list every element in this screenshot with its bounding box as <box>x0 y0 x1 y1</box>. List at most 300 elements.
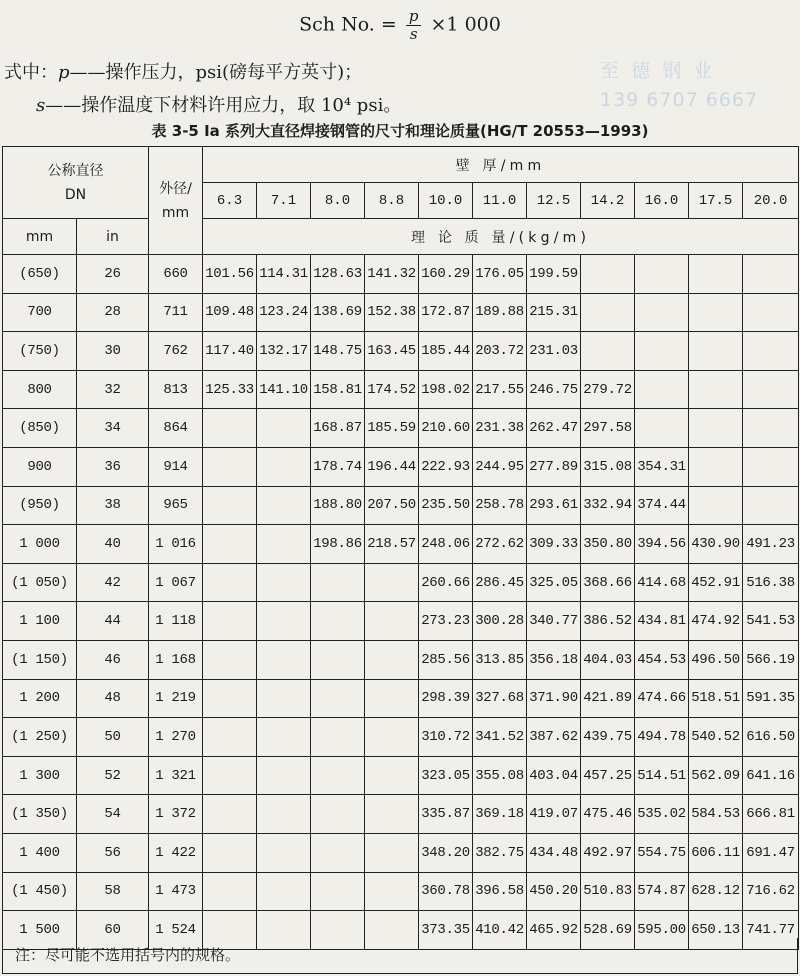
table-row <box>3 370 799 409</box>
table-row <box>3 795 799 834</box>
mass-cell: 574.87 <box>635 872 689 911</box>
thickness-header-cell: 6.3 <box>203 183 257 219</box>
mass-cell: 510.83 <box>581 872 635 911</box>
mass-cell: 410.42 <box>473 911 527 950</box>
mass-cell: 218.57 <box>365 525 419 564</box>
dn-in-cell: 32 <box>77 370 149 409</box>
thickness-header-cell: 10.0 <box>419 183 473 219</box>
mass-cell: 540.52 <box>689 718 743 757</box>
dn-in-cell: 44 <box>77 602 149 641</box>
outside-diameter-cell: 1 422 <box>149 833 203 872</box>
thickness-header-cell: 8.0 <box>311 183 365 219</box>
mass-cell: 210.60 <box>419 409 473 448</box>
outside-diameter-cell: 1 168 <box>149 640 203 679</box>
mass-cell: 452.91 <box>689 563 743 602</box>
mass-cell: 222.93 <box>419 447 473 486</box>
dn-in-cell: 56 <box>77 833 149 872</box>
mass-cell <box>203 486 257 525</box>
mass-cell: 419.07 <box>527 795 581 834</box>
mass-cell: 566.19 <box>743 640 799 679</box>
outside-diameter-cell: 1 372 <box>149 795 203 834</box>
mass-cell: 176.05 <box>473 255 527 294</box>
sch-number-formula <box>0 8 800 43</box>
dn-in-cell: 50 <box>77 718 149 757</box>
table-row <box>3 872 799 911</box>
mass-cell <box>203 640 257 679</box>
mass-cell <box>203 718 257 757</box>
mass-cell <box>257 602 311 641</box>
mass-cell: 450.20 <box>527 872 581 911</box>
dn-in-cell: 42 <box>77 563 149 602</box>
p-symbol: p <box>58 62 70 83</box>
mass-cell: 474.66 <box>635 679 689 718</box>
mass-cell: 541.53 <box>743 602 799 641</box>
mass-cell: 172.87 <box>419 293 473 332</box>
dn-in-cell: 52 <box>77 756 149 795</box>
mass-cell <box>311 872 365 911</box>
mass-cell <box>257 718 311 757</box>
dn-in-cell: 36 <box>77 447 149 486</box>
mass-cell: 434.81 <box>635 602 689 641</box>
mass-cell <box>365 679 419 718</box>
pipe-size-table <box>2 146 799 950</box>
mass-cell <box>365 756 419 795</box>
mass-cell: 207.50 <box>365 486 419 525</box>
mass-cell: 394.56 <box>635 525 689 564</box>
mass-cell: 491.23 <box>743 525 799 564</box>
mass-cell <box>311 795 365 834</box>
mass-cell: 606.11 <box>689 833 743 872</box>
mass-cell: 439.75 <box>581 718 635 757</box>
dn-mm-cell: (650) <box>3 255 77 294</box>
outside-diameter-cell: 1 524 <box>149 911 203 950</box>
dn-mm-cell: 1 000 <box>3 525 77 564</box>
thickness-header-cell: 11.0 <box>473 183 527 219</box>
mass-cell: 421.89 <box>581 679 635 718</box>
dn-in-cell: 60 <box>77 911 149 950</box>
mass-cell: 248.06 <box>419 525 473 564</box>
dn-mm-cell: 700 <box>3 293 77 332</box>
mass-cell <box>311 756 365 795</box>
table-row <box>3 409 799 448</box>
table-row <box>3 756 799 795</box>
table-body <box>3 255 799 950</box>
mass-cell: 403.04 <box>527 756 581 795</box>
mass-cell: 109.48 <box>203 293 257 332</box>
mass-cell: 285.56 <box>419 640 473 679</box>
outside-diameter-header: 外径/ mm <box>149 147 203 255</box>
outside-diameter-cell: 1 016 <box>149 525 203 564</box>
outside-diameter-cell: 1 270 <box>149 718 203 757</box>
mass-cell: 244.95 <box>473 447 527 486</box>
mass-cell: 168.87 <box>311 409 365 448</box>
table-note: 注：尽可能不选用括号内的规格。 <box>2 938 798 974</box>
mass-cell: 199.59 <box>527 255 581 294</box>
table-row <box>3 486 799 525</box>
mass-cell: 496.50 <box>689 640 743 679</box>
mass-cell: 189.88 <box>473 293 527 332</box>
mass-cell <box>635 409 689 448</box>
mass-cell: 666.81 <box>743 795 799 834</box>
outside-diameter-cell: 660 <box>149 255 203 294</box>
watermark-company: 至 德 钢 业 <box>600 60 716 82</box>
mass-cell <box>257 640 311 679</box>
mass-cell: 492.97 <box>581 833 635 872</box>
outside-diameter-cell: 914 <box>149 447 203 486</box>
mass-cell: 125.33 <box>203 370 257 409</box>
thickness-header-cell: 16.0 <box>635 183 689 219</box>
mass-cell: 591.35 <box>743 679 799 718</box>
outside-diameter-cell: 762 <box>149 332 203 371</box>
table-caption: 表 3-5 Ia 系列大直径焊接钢管的尺寸和理论质量(HG/T 20553—1993) <box>151 122 649 140</box>
mass-cell: 160.29 <box>419 255 473 294</box>
mass-cell: 475.46 <box>581 795 635 834</box>
formula-rhs: ×1 000 <box>430 13 501 36</box>
mass-cell: 396.58 <box>473 872 527 911</box>
mass-cell: 454.53 <box>635 640 689 679</box>
dn-mm-cell: (1 350) <box>3 795 77 834</box>
mass-cell: 562.09 <box>689 756 743 795</box>
mass-cell: 152.38 <box>365 293 419 332</box>
mass-cell: 178.74 <box>311 447 365 486</box>
s-definition: ——操作温度下材料许用应力，取 10⁴ psi。 <box>45 95 402 116</box>
mass-cell: 185.44 <box>419 332 473 371</box>
dn-in-cell: 54 <box>77 795 149 834</box>
nominal-diameter-header: 公称直径 DN <box>3 147 149 219</box>
mass-cell: 716.62 <box>743 872 799 911</box>
mass-cell: 298.39 <box>419 679 473 718</box>
mass-cell: 374.44 <box>635 486 689 525</box>
mass-cell: 360.78 <box>419 872 473 911</box>
mass-cell <box>257 833 311 872</box>
mass-cell <box>365 872 419 911</box>
table-row <box>3 332 799 371</box>
mass-cell: 528.69 <box>581 911 635 950</box>
mass-cell <box>743 447 799 486</box>
mass-cell <box>203 602 257 641</box>
mass-cell: 262.47 <box>527 409 581 448</box>
dn-mm-cell: 1 200 <box>3 679 77 718</box>
mass-cell: 474.92 <box>689 602 743 641</box>
in-unit-header: in <box>77 219 149 255</box>
table-row <box>3 833 799 872</box>
mass-cell <box>311 718 365 757</box>
mass-cell: 335.87 <box>419 795 473 834</box>
mass-cell <box>257 409 311 448</box>
mass-cell <box>365 718 419 757</box>
mass-cell: 354.31 <box>635 447 689 486</box>
mass-cell: 196.44 <box>365 447 419 486</box>
where-p-line <box>4 58 362 84</box>
mass-cell: 382.75 <box>473 833 527 872</box>
dn-mm-cell: 1 300 <box>3 756 77 795</box>
table-row <box>3 293 799 332</box>
mass-cell: 198.02 <box>419 370 473 409</box>
dn-mm-cell: 1 100 <box>3 602 77 641</box>
mass-cell: 371.90 <box>527 679 581 718</box>
mass-cell: 616.50 <box>743 718 799 757</box>
outside-diameter-cell: 711 <box>149 293 203 332</box>
outside-diameter-cell: 965 <box>149 486 203 525</box>
mm-unit-header: mm <box>3 219 77 255</box>
mass-cell: 494.78 <box>635 718 689 757</box>
mass-cell: 260.66 <box>419 563 473 602</box>
mass-cell <box>743 332 799 371</box>
mass-cell: 231.03 <box>527 332 581 371</box>
mass-cell: 387.62 <box>527 718 581 757</box>
mass-cell <box>635 370 689 409</box>
mass-cell: 373.35 <box>419 911 473 950</box>
mass-cell: 138.69 <box>311 293 365 332</box>
mass-cell: 356.18 <box>527 640 581 679</box>
outside-diameter-cell: 1 118 <box>149 602 203 641</box>
outside-diameter-cell: 813 <box>149 370 203 409</box>
dn-in-cell: 34 <box>77 409 149 448</box>
mass-cell: 369.18 <box>473 795 527 834</box>
dn-mm-cell: (1 450) <box>3 872 77 911</box>
mass-cell: 386.52 <box>581 602 635 641</box>
mass-cell <box>257 756 311 795</box>
mass-cell <box>743 486 799 525</box>
mass-cell: 114.31 <box>257 255 311 294</box>
where-s-line <box>36 91 401 117</box>
mass-cell: 465.92 <box>527 911 581 950</box>
mass-cell <box>203 833 257 872</box>
mass-cell: 141.32 <box>365 255 419 294</box>
mass-cell: 584.53 <box>689 795 743 834</box>
dn-in-cell: 46 <box>77 640 149 679</box>
mass-cell <box>203 525 257 564</box>
mass-cell <box>257 679 311 718</box>
mass-cell <box>635 332 689 371</box>
outside-diameter-cell: 1 473 <box>149 872 203 911</box>
mass-cell: 277.89 <box>527 447 581 486</box>
dn-in-cell: 40 <box>77 525 149 564</box>
mass-cell <box>689 255 743 294</box>
dn-mm-cell: 900 <box>3 447 77 486</box>
table-row <box>3 718 799 757</box>
outside-diameter-cell: 1 067 <box>149 563 203 602</box>
mass-cell <box>743 409 799 448</box>
dn-mm-cell: (1 050) <box>3 563 77 602</box>
mass-cell: 273.23 <box>419 602 473 641</box>
mass-cell <box>311 833 365 872</box>
mass-cell <box>581 332 635 371</box>
mass-cell <box>689 332 743 371</box>
mass-cell <box>257 525 311 564</box>
mass-cell: 348.20 <box>419 833 473 872</box>
formula-fraction <box>406 8 422 43</box>
dn-in-cell: 58 <box>77 872 149 911</box>
mass-cell: 272.62 <box>473 525 527 564</box>
mass-cell <box>257 486 311 525</box>
mass-cell: 141.10 <box>257 370 311 409</box>
mass-cell <box>365 833 419 872</box>
mass-cell: 235.50 <box>419 486 473 525</box>
mass-cell: 430.90 <box>689 525 743 564</box>
theoretical-mass-header: 理 论 质 量/(kg/m) <box>203 219 799 255</box>
table-row <box>3 525 799 564</box>
thickness-header-cell: 7.1 <box>257 183 311 219</box>
table-row <box>3 563 799 602</box>
table-row <box>3 640 799 679</box>
mass-cell: 309.33 <box>527 525 581 564</box>
mass-cell: 518.51 <box>689 679 743 718</box>
table-row <box>3 447 799 486</box>
mass-cell <box>257 447 311 486</box>
mass-cell: 332.94 <box>581 486 635 525</box>
mass-cell: 628.12 <box>689 872 743 911</box>
mass-cell <box>311 602 365 641</box>
mass-cell <box>203 756 257 795</box>
mass-cell <box>311 563 365 602</box>
mass-cell <box>365 640 419 679</box>
mass-cell: 323.05 <box>419 756 473 795</box>
formula-lhs: Sch No. = <box>299 13 397 36</box>
mass-cell: 516.38 <box>743 563 799 602</box>
mass-cell: 300.28 <box>473 602 527 641</box>
dn-in-cell: 28 <box>77 293 149 332</box>
mass-cell <box>689 409 743 448</box>
dn-mm-cell: 1 400 <box>3 833 77 872</box>
mass-cell: 457.25 <box>581 756 635 795</box>
dn-mm-cell: (850) <box>3 409 77 448</box>
dn-mm-cell: (750) <box>3 332 77 371</box>
mass-cell: 554.75 <box>635 833 689 872</box>
mass-cell: 258.78 <box>473 486 527 525</box>
thickness-header-cell: 8.8 <box>365 183 419 219</box>
mass-cell <box>581 255 635 294</box>
mass-cell: 595.00 <box>635 911 689 950</box>
mass-cell <box>689 486 743 525</box>
mass-cell <box>203 409 257 448</box>
mass-cell: 286.45 <box>473 563 527 602</box>
formula-denominator: s <box>409 25 418 43</box>
s-symbol: s <box>36 95 46 116</box>
mass-cell: 297.58 <box>581 409 635 448</box>
mass-cell: 128.63 <box>311 255 365 294</box>
mass-cell: 641.16 <box>743 756 799 795</box>
outside-diameter-cell: 864 <box>149 409 203 448</box>
mass-cell: 132.17 <box>257 332 311 371</box>
mass-cell <box>689 447 743 486</box>
watermark-phone: 139 6707 6667 <box>600 89 759 111</box>
mass-cell: 198.86 <box>311 525 365 564</box>
mass-cell: 350.80 <box>581 525 635 564</box>
table-row <box>3 679 799 718</box>
mass-cell: 246.75 <box>527 370 581 409</box>
mass-cell <box>257 563 311 602</box>
mass-cell <box>635 293 689 332</box>
mass-cell: 174.52 <box>365 370 419 409</box>
mass-cell <box>365 602 419 641</box>
mass-cell <box>689 293 743 332</box>
mass-cell: 313.85 <box>473 640 527 679</box>
mass-cell: 514.51 <box>635 756 689 795</box>
dn-mm-cell: (1 250) <box>3 718 77 757</box>
mass-cell <box>203 563 257 602</box>
mass-cell <box>365 563 419 602</box>
mass-cell <box>311 640 365 679</box>
mass-cell: 185.59 <box>365 409 419 448</box>
watermark <box>600 57 758 115</box>
mass-cell: 355.08 <box>473 756 527 795</box>
dn-mm-cell: (950) <box>3 486 77 525</box>
mass-cell: 217.55 <box>473 370 527 409</box>
dn-mm-cell: 1 500 <box>3 911 77 950</box>
wall-thickness-header: 壁 厚/mm <box>203 147 799 183</box>
mass-cell: 434.48 <box>527 833 581 872</box>
mass-cell: 741.77 <box>743 911 799 950</box>
mass-cell <box>203 447 257 486</box>
mass-cell: 310.72 <box>419 718 473 757</box>
where-prefix: 式中： <box>4 62 58 83</box>
mass-cell: 158.81 <box>311 370 365 409</box>
mass-cell: 650.13 <box>689 911 743 950</box>
mass-cell <box>581 293 635 332</box>
dn-mm-cell: (1 150) <box>3 640 77 679</box>
thickness-header-cell: 12.5 <box>527 183 581 219</box>
dn-in-cell: 48 <box>77 679 149 718</box>
mass-cell: 404.03 <box>581 640 635 679</box>
thickness-header-cell: 17.5 <box>689 183 743 219</box>
header-row-1 <box>3 147 799 183</box>
mass-cell: 293.61 <box>527 486 581 525</box>
dn-in-cell: 38 <box>77 486 149 525</box>
mass-cell: 535.02 <box>635 795 689 834</box>
thickness-header-cell: 20.0 <box>743 183 799 219</box>
outside-diameter-cell: 1 219 <box>149 679 203 718</box>
mass-cell: 414.68 <box>635 563 689 602</box>
mass-cell <box>257 795 311 834</box>
mass-cell: 315.08 <box>581 447 635 486</box>
mass-cell: 163.45 <box>365 332 419 371</box>
mass-cell: 340.77 <box>527 602 581 641</box>
mass-cell <box>689 370 743 409</box>
mass-cell: 368.66 <box>581 563 635 602</box>
outside-diameter-cell: 1 321 <box>149 756 203 795</box>
mass-cell <box>257 872 311 911</box>
mass-cell: 101.56 <box>203 255 257 294</box>
mass-cell: 203.72 <box>473 332 527 371</box>
mass-cell <box>635 255 689 294</box>
header-row-3 <box>3 219 799 255</box>
mass-cell <box>365 795 419 834</box>
mass-cell: 123.24 <box>257 293 311 332</box>
table-row <box>3 255 799 294</box>
mass-cell <box>311 679 365 718</box>
mass-cell <box>743 255 799 294</box>
mass-cell: 117.40 <box>203 332 257 371</box>
dn-in-cell: 26 <box>77 255 149 294</box>
dn-mm-cell: 800 <box>3 370 77 409</box>
mass-cell <box>203 679 257 718</box>
mass-cell: 188.80 <box>311 486 365 525</box>
mass-cell: 279.72 <box>581 370 635 409</box>
mass-cell: 341.52 <box>473 718 527 757</box>
mass-cell: 325.05 <box>527 563 581 602</box>
mass-cell: 327.68 <box>473 679 527 718</box>
mass-cell <box>743 370 799 409</box>
mass-cell <box>743 293 799 332</box>
thickness-header-cell: 14.2 <box>581 183 635 219</box>
mass-cell <box>203 872 257 911</box>
mass-cell: 231.38 <box>473 409 527 448</box>
mass-cell <box>203 795 257 834</box>
table-row <box>3 602 799 641</box>
p-definition: ——操作压力，psi(磅每平方英寸)； <box>69 62 363 83</box>
mass-cell: 215.31 <box>527 293 581 332</box>
